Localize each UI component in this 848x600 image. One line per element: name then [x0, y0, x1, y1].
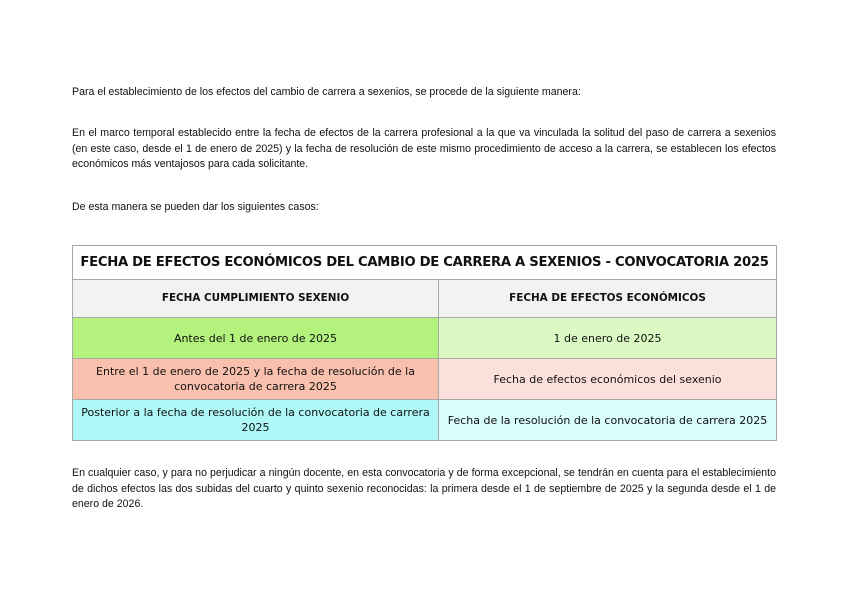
final-paragraph: En cualquier caso, y para no perjudicar a ningún docente, en esta convocatoria y de forma excepcional, se tendrán en cuenta para el establecimiento de dichos efectos las dos subidas del cuarto y quinto sexenio reconocidas: la primera desde el 1 de septiembre de 2025 y la segunda desde el 1 de enero de 2026.: [72, 467, 776, 510]
cell-efectos: Fecha de efectos económicos del sexenio: [439, 359, 777, 400]
cell-cumplimiento: Antes del 1 de enero de 2025: [73, 318, 439, 359]
table-header-row: [73, 280, 777, 318]
cell-cumplimiento: Entre el 1 de enero de 2025 y la fecha de resolución de la convocatoria de carrera 2025: [73, 359, 439, 400]
table-title: FECHA DE EFECTOS ECONÓMICOS DEL CAMBIO DE CARRERA A SEXENIOS - CONVOCATORIA 2025: [73, 246, 777, 280]
table-row: [73, 400, 777, 441]
table-row: [73, 359, 777, 400]
efectos-table: [72, 245, 777, 441]
cell-cumplimiento: Posterior a la fecha de resolución de la convocatoria de carrera 2025: [73, 400, 439, 441]
header-fecha-cumplimiento: FECHA CUMPLIMIENTO SEXENIO: [73, 280, 439, 318]
cell-efectos: Fecha de la resolución de la convocatoria de carrera 2025: [439, 400, 777, 441]
marco-paragraph: En el marco temporal establecido entre la fecha de efectos de la carrera profesional a la que va vinculada la solitud del paso de carrera a sexenios (en este caso, desde el 1 de enero de 2025) y la fecha de resolución de este mismo procedimiento de acceso a la carrera, se establecen los efectos económicos más ventajosos para cada solicitante.: [72, 127, 776, 170]
table-row: [73, 318, 777, 359]
header-fecha-efectos: FECHA DE EFECTOS ECONÓMICOS: [439, 280, 777, 318]
cell-efectos: 1 de enero de 2025: [439, 318, 777, 359]
casos-paragraph: De esta manera se pueden dar los siguientes casos:: [72, 201, 319, 213]
intro-paragraph: Para el establecimiento de los efectos del cambio de carrera a sexenios, se procede de la siguiente manera:: [72, 86, 581, 98]
